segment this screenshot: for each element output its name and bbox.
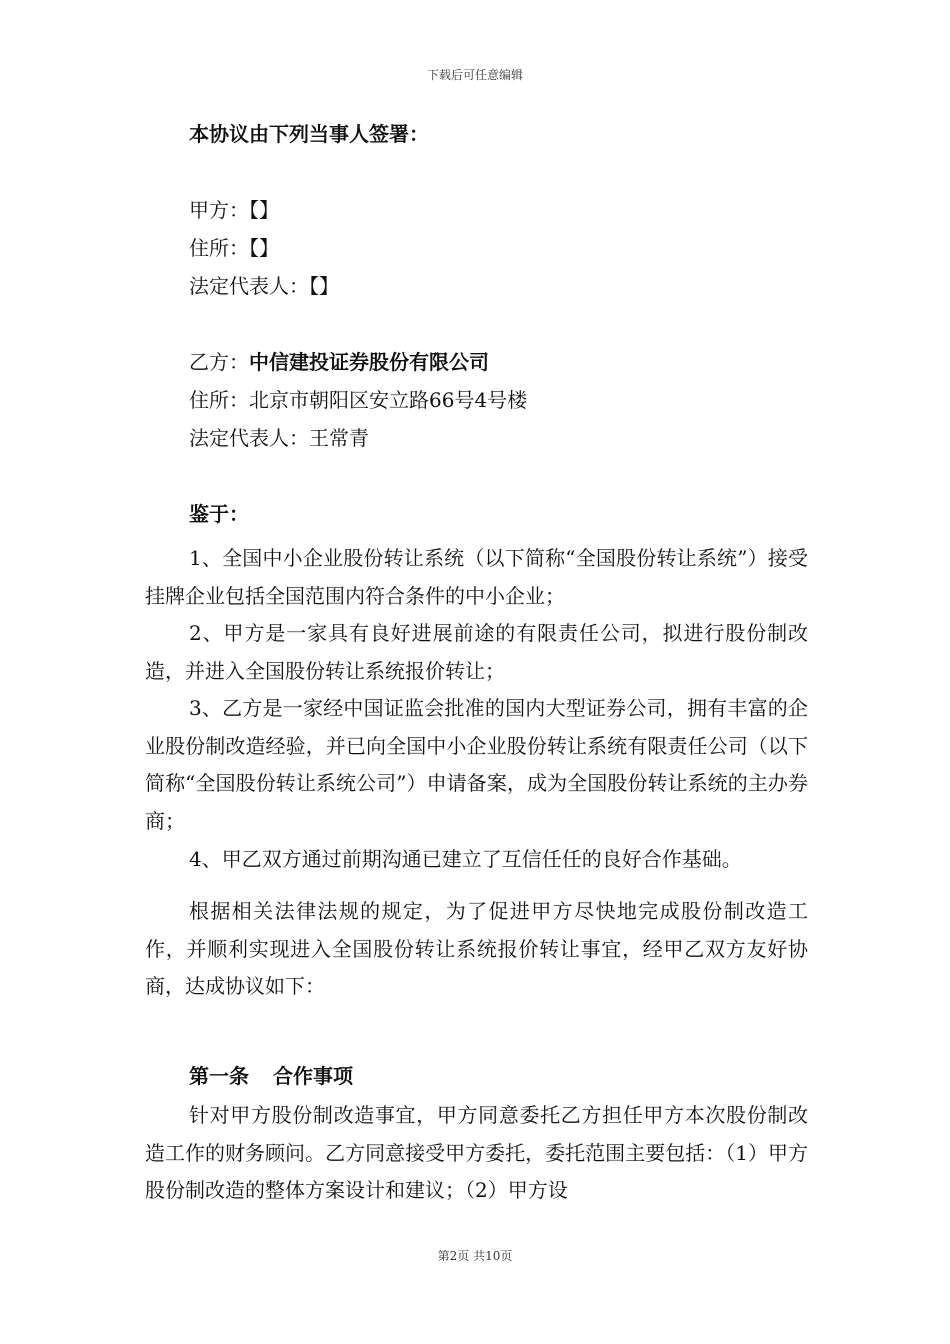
- party-b-address: 住所：北京市朝阳区安立路66号4号楼: [189, 388, 528, 412]
- article-1-number: 第一条: [189, 1064, 249, 1088]
- page-footer: 第2页 共10页: [437, 1249, 513, 1263]
- party-b-representative: 法定代表人：王常青: [189, 426, 369, 450]
- party-a-representative: 法定代表人：【】: [189, 274, 339, 298]
- whereas-item-1: 1、全国中小企业股份转让系统（以下简称“全国股份转让系统”）接受挂牌企业包括全国范围内符合条件的中小企业；: [145, 546, 808, 608]
- party-b-name: [189, 346, 489, 375]
- page-header: 下载后可任意编辑: [426, 68, 523, 82]
- whereas-item-3: 3、乙方是一家经中国证监会批准的国内大型证券公司，拥有丰富的企业股份制改造经验，并已向全国中小企业股份转让系统有限责任公司（以下简称“全国股份转让系统公司”）申请备案，成为全国股份转让系统的主办券商；: [145, 696, 808, 833]
- whereas-conclusion: 根据相关法律法规的规定，为了促进甲方尽快地完成股份制改造工作，并顺利实现进入全国股份转让系统报价转让事宜，经甲乙双方友好协商，达成协议如下：: [145, 899, 808, 998]
- party-a-name: 甲方：【】: [189, 198, 279, 222]
- party-a-address: 住所：【】: [189, 236, 279, 260]
- signing-heading: 本协议由下列当事人签署：: [189, 122, 429, 146]
- party-b-name-value: 中信建投证券股份有限公司: [249, 350, 489, 374]
- article-1-name: 合作事项: [273, 1064, 353, 1088]
- whereas-item-4: 4、甲乙双方通过前期沟通已建立了互信任任的良好合作基础。: [189, 847, 742, 871]
- article-1-title: [189, 1060, 353, 1089]
- party-b-name-label: 乙方：: [189, 350, 249, 374]
- whereas-item-2: 2、甲方是一家具有良好进展前途的有限责任公司，拟进行股份制改造，并进入全国股份转让系统报价转让；: [145, 621, 808, 683]
- article-1-body: 针对甲方股份制改造事宜，甲方同意委托乙方担任甲方本次股份制改造工作的财务顾问。乙方同意接受甲方委托，委托范围主要包括：（1）甲方股份制改造的整体方案设计和建议；（2）甲方设: [145, 1103, 808, 1202]
- whereas-heading: 鉴于：: [189, 502, 249, 526]
